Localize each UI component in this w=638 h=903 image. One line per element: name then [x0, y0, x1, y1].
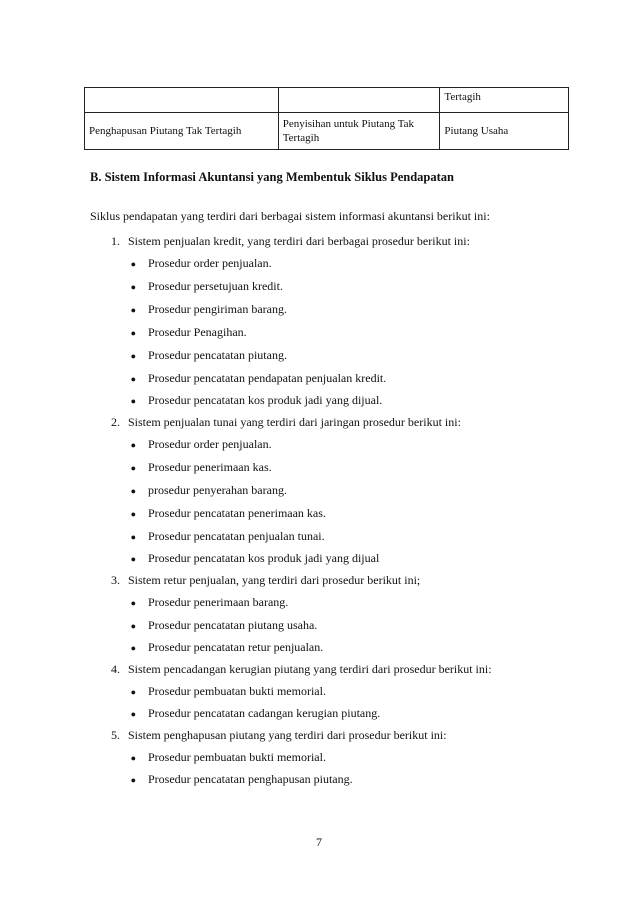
list-item [90, 390, 560, 411]
bullet-icon: ● [130, 439, 136, 450]
system-title-row [90, 411, 560, 433]
procedure-list [90, 680, 560, 724]
procedure-text: Prosedur Penagihan. [148, 325, 247, 339]
procedure-list [90, 591, 560, 658]
procedure-text: Prosedur pencatatan piutang usaha. [148, 618, 318, 632]
list-item [90, 769, 560, 790]
bullet-icon: ● [130, 350, 136, 361]
list-item [90, 591, 560, 614]
list-item [90, 367, 560, 390]
system-title: Sistem retur penjualan, yang terdiri dari prosedur berikut ini; [128, 572, 421, 587]
table-cell: Penghapusan Piutang Tak Tertagih [85, 113, 279, 150]
procedure-list [90, 746, 560, 790]
list-item [90, 637, 560, 658]
intro-paragraph: Siklus pendapatan yang terdiri dari berbagai sistem informasi akuntansi berikut ini: [90, 209, 490, 223]
bullet-icon: ● [130, 373, 136, 384]
procedure-text: Prosedur pencatatan penerimaan kas. [148, 506, 326, 520]
system-item [90, 569, 560, 658]
list-item [90, 479, 560, 502]
procedure-text: Prosedur pencatatan pendapatan penjualan kredit. [148, 371, 387, 385]
system-item [90, 230, 560, 411]
bullet-icon: ● [130, 281, 136, 292]
bullet-icon: ● [130, 531, 136, 542]
bullet-icon: ● [130, 485, 136, 496]
bullet-icon: ● [130, 395, 136, 406]
table-cell: Piutang Usaha [440, 113, 569, 150]
procedure-text: Prosedur pencatatan cadangan kerugian piutang. [148, 706, 381, 720]
list-item [90, 344, 560, 367]
list-item [90, 433, 560, 456]
account-table [84, 87, 569, 150]
procedure-text: Prosedur order penjualan. [148, 256, 272, 270]
list-item [90, 614, 560, 637]
bullet-icon: ● [130, 553, 136, 564]
bullet-icon: ● [130, 462, 136, 473]
systems-list [90, 230, 560, 790]
system-title-row [90, 658, 560, 680]
system-title: Sistem penjualan tunai yang terdiri dari jaringan prosedur berikut ini: [128, 414, 461, 429]
bullet-icon: ● [130, 686, 136, 697]
list-item [90, 502, 560, 525]
system-title-row [90, 724, 560, 746]
bullet-icon: ● [130, 620, 136, 631]
procedure-text: Prosedur pencatatan kos produk jadi yang dijual [148, 551, 380, 565]
procedure-text: Prosedur persetujuan kredit. [148, 279, 283, 293]
table-cell [278, 88, 440, 113]
procedure-text: Prosedur pembuatan bukti memorial. [148, 684, 326, 698]
list-item [90, 252, 560, 275]
list-item [90, 456, 560, 479]
bullet-icon: ● [130, 508, 136, 519]
system-number: 4. [111, 661, 120, 676]
procedure-text: Prosedur pencatatan penghapusan piutang. [148, 772, 353, 786]
table-row [85, 113, 569, 150]
procedure-text: prosedur penyerahan barang. [148, 483, 287, 497]
procedure-text: Prosedur pencatatan kos produk jadi yang dijual. [148, 393, 383, 407]
system-number: 1. [111, 233, 120, 248]
list-item [90, 321, 560, 344]
procedure-text: Prosedur penerimaan barang. [148, 595, 289, 609]
procedure-text: Prosedur pembuatan bukti memorial. [148, 750, 326, 764]
system-title-row [90, 569, 560, 591]
list-item [90, 275, 560, 298]
procedure-text: Prosedur pencatatan piutang. [148, 348, 287, 362]
list-item [90, 525, 560, 548]
bullet-icon: ● [130, 327, 136, 338]
table-row [85, 88, 569, 113]
table-cell [85, 88, 279, 113]
system-title: Sistem penghapusan piutang yang terdiri dari prosedur berikut ini: [128, 727, 447, 742]
system-number: 5. [111, 727, 120, 742]
bullet-icon: ● [130, 597, 136, 608]
procedure-list [90, 252, 560, 411]
list-item [90, 703, 560, 724]
procedure-text: Prosedur pengiriman barang. [148, 302, 287, 316]
procedure-text: Prosedur penerimaan kas. [148, 460, 272, 474]
list-item [90, 746, 560, 769]
procedure-text: Prosedur pencatatan retur penjualan. [148, 640, 324, 654]
section-heading: B. Sistem Informasi Akuntansi yang Membentuk Siklus Pendapatan [90, 170, 454, 184]
list-item [90, 298, 560, 321]
system-title: Sistem pencadangan kerugian piutang yang terdiri dari prosedur berikut ini: [128, 661, 492, 676]
list-item [90, 548, 560, 569]
bullet-icon: ● [130, 774, 136, 785]
bullet-icon: ● [130, 258, 136, 269]
table-cell: Penyisihan untuk Piutang Tak Tertagih [278, 113, 440, 150]
system-item [90, 724, 560, 790]
procedure-text: Prosedur pencatatan penjualan tunai. [148, 529, 325, 543]
system-number: 2. [111, 414, 120, 429]
bullet-icon: ● [130, 642, 136, 653]
system-item [90, 411, 560, 569]
procedure-list [90, 433, 560, 569]
page-number: 7 [316, 835, 322, 849]
procedure-text: Prosedur order penjualan. [148, 437, 272, 451]
system-title: Sistem penjualan kredit, yang terdiri dari berbagai prosedur berikut ini: [128, 233, 470, 248]
bullet-icon: ● [130, 752, 136, 763]
table-cell: Tertagih [440, 88, 569, 113]
system-item [90, 658, 560, 724]
bullet-icon: ● [130, 304, 136, 315]
system-title-row [90, 230, 560, 252]
list-item [90, 680, 560, 703]
bullet-icon: ● [130, 708, 136, 719]
system-number: 3. [111, 572, 120, 587]
